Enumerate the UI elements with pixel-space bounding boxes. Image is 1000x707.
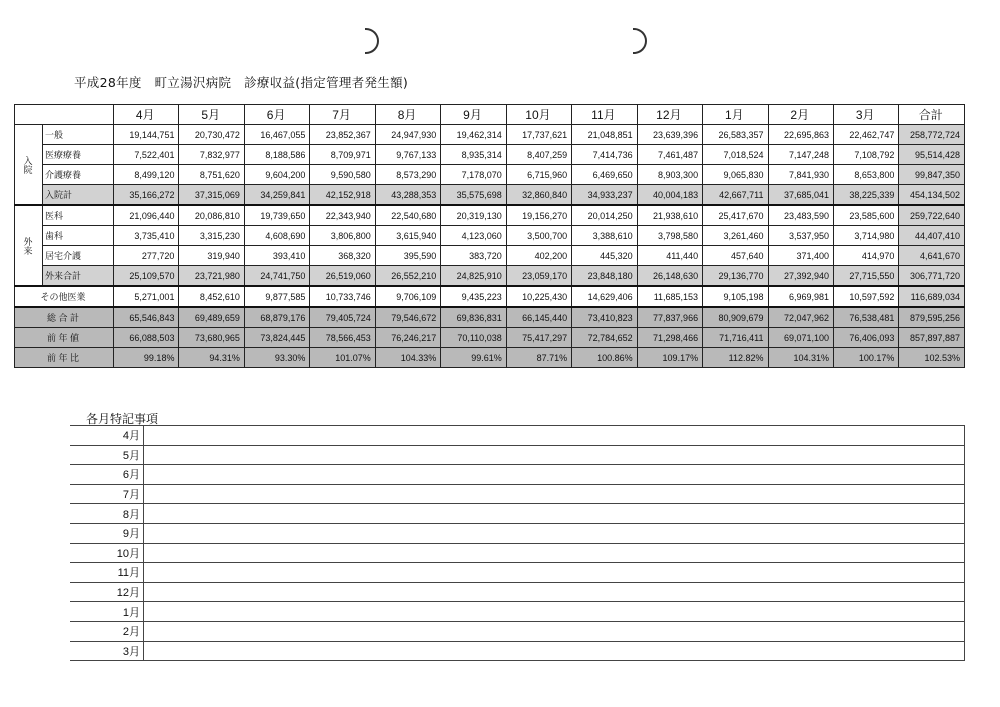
- value-cell: 73,680,965: [179, 328, 244, 348]
- notes-entry-field[interactable]: [144, 621, 965, 641]
- header-month: 4月: [114, 105, 179, 125]
- revenue-table: [14, 104, 965, 368]
- value-cell: 104.33%: [375, 348, 440, 368]
- value-cell: 25,417,670: [703, 205, 768, 226]
- notes-month-label: 7月: [70, 484, 144, 504]
- notes-row: [70, 445, 965, 465]
- value-cell: 29,136,770: [703, 266, 768, 287]
- header-month: 1月: [703, 105, 768, 125]
- value-cell: 457,640: [703, 246, 768, 266]
- table-row: [15, 185, 965, 206]
- header-month: 10月: [506, 105, 571, 125]
- notes-month-label: 1月: [70, 602, 144, 622]
- notes-entry-field[interactable]: [144, 563, 965, 583]
- value-cell: 7,461,487: [637, 145, 702, 165]
- value-cell: 100.17%: [833, 348, 898, 368]
- notes-row: [70, 504, 965, 524]
- value-cell: 3,500,700: [506, 226, 571, 246]
- header-month: 2月: [768, 105, 833, 125]
- value-cell: 73,410,823: [572, 307, 637, 328]
- value-cell: 8,709,971: [310, 145, 375, 165]
- value-cell: 21,048,851: [572, 125, 637, 145]
- value-cell: 42,667,711: [703, 185, 768, 206]
- value-cell: 21,096,440: [114, 205, 179, 226]
- row-label: 外来合計: [43, 266, 114, 287]
- value-cell: 79,546,672: [375, 307, 440, 328]
- row-label: 医科: [43, 205, 114, 226]
- header-row: [15, 105, 965, 125]
- value-cell: 17,737,621: [506, 125, 571, 145]
- value-cell: 69,489,659: [179, 307, 244, 328]
- value-cell: 32,860,840: [506, 185, 571, 206]
- table-row: [15, 165, 965, 185]
- value-cell: 19,739,650: [244, 205, 309, 226]
- punch-hole-left: [365, 28, 379, 54]
- value-cell: 23,848,180: [572, 266, 637, 287]
- notes-row: [70, 641, 965, 661]
- header-month: 8月: [375, 105, 440, 125]
- value-cell: 23,483,590: [768, 205, 833, 226]
- value-cell: 6,469,650: [572, 165, 637, 185]
- value-cell: 24,741,750: [244, 266, 309, 287]
- value-cell: 37,685,041: [768, 185, 833, 206]
- value-cell: 8,653,800: [833, 165, 898, 185]
- total-cell: 306,771,720: [899, 266, 965, 287]
- value-cell: 23,852,367: [310, 125, 375, 145]
- value-cell: 26,552,210: [375, 266, 440, 287]
- total-cell: 857,897,887: [899, 328, 965, 348]
- value-cell: 20,319,130: [441, 205, 506, 226]
- value-cell: 80,909,679: [703, 307, 768, 328]
- value-cell: 25,109,570: [114, 266, 179, 287]
- header-month: 5月: [179, 105, 244, 125]
- value-cell: 414,970: [833, 246, 898, 266]
- notes-entry-field[interactable]: [144, 602, 965, 622]
- table-row: [15, 145, 965, 165]
- page-title: 平成28年度 町立湯沢病院 診療収益(指定管理者発生額): [74, 75, 409, 90]
- value-cell: 77,837,966: [637, 307, 702, 328]
- table-row: [15, 307, 965, 328]
- value-cell: 14,629,406: [572, 286, 637, 307]
- notes-month-label: 3月: [70, 641, 144, 661]
- header-month: 11月: [572, 105, 637, 125]
- value-cell: 8,452,610: [179, 286, 244, 307]
- notes-entry-field[interactable]: [144, 641, 965, 661]
- header-month: 12月: [637, 105, 702, 125]
- group-label-inpatient: 入院: [15, 125, 43, 206]
- value-cell: 93.30%: [244, 348, 309, 368]
- notes-entry-field[interactable]: [144, 426, 965, 446]
- value-cell: 66,088,503: [114, 328, 179, 348]
- total-cell: 102.53%: [899, 348, 965, 368]
- row-label: 居宅介護: [43, 246, 114, 266]
- value-cell: 40,004,183: [637, 185, 702, 206]
- notes-entry-field[interactable]: [144, 582, 965, 602]
- value-cell: 3,261,460: [703, 226, 768, 246]
- table-row: [15, 348, 965, 368]
- value-cell: 112.82%: [703, 348, 768, 368]
- total-cell: 258,772,724: [899, 125, 965, 145]
- value-cell: 7,178,070: [441, 165, 506, 185]
- value-cell: 94.31%: [179, 348, 244, 368]
- value-cell: 23,639,396: [637, 125, 702, 145]
- notes-month-label: 4月: [70, 426, 144, 446]
- value-cell: 101.07%: [310, 348, 375, 368]
- value-cell: 34,259,841: [244, 185, 309, 206]
- notes-entry-field[interactable]: [144, 465, 965, 485]
- notes-month-label: 6月: [70, 465, 144, 485]
- total-cell: 4,641,670: [899, 246, 965, 266]
- notes-row: [70, 582, 965, 602]
- value-cell: 11,685,153: [637, 286, 702, 307]
- value-cell: 395,590: [375, 246, 440, 266]
- total-cell: 116,689,034: [899, 286, 965, 307]
- value-cell: 368,320: [310, 246, 375, 266]
- value-cell: 38,225,339: [833, 185, 898, 206]
- total-cell: 454,134,502: [899, 185, 965, 206]
- value-cell: 23,059,170: [506, 266, 571, 287]
- notes-entry-field[interactable]: [144, 504, 965, 524]
- value-cell: 23,721,980: [179, 266, 244, 287]
- table-row: [15, 286, 965, 307]
- value-cell: 66,145,440: [506, 307, 571, 328]
- value-cell: 9,767,133: [375, 145, 440, 165]
- value-cell: 79,405,724: [310, 307, 375, 328]
- row-label: 前 年 値: [15, 328, 114, 348]
- value-cell: 7,414,736: [572, 145, 637, 165]
- value-cell: 22,695,863: [768, 125, 833, 145]
- header-month: 7月: [310, 105, 375, 125]
- row-label: 総 合 計: [15, 307, 114, 328]
- notes-row: [70, 523, 965, 543]
- value-cell: 7,147,248: [768, 145, 833, 165]
- value-cell: 65,546,843: [114, 307, 179, 328]
- notes-table: [70, 425, 965, 661]
- notes-month-label: 2月: [70, 621, 144, 641]
- value-cell: 6,715,960: [506, 165, 571, 185]
- value-cell: 8,499,120: [114, 165, 179, 185]
- value-cell: 69,071,100: [768, 328, 833, 348]
- value-cell: 8,573,290: [375, 165, 440, 185]
- notes-entry-field[interactable]: [144, 543, 965, 563]
- value-cell: 7,108,792: [833, 145, 898, 165]
- value-cell: 4,123,060: [441, 226, 506, 246]
- row-label: 医療療養: [43, 145, 114, 165]
- value-cell: 10,225,430: [506, 286, 571, 307]
- value-cell: 68,879,176: [244, 307, 309, 328]
- value-cell: 445,320: [572, 246, 637, 266]
- total-cell: 99,847,350: [899, 165, 965, 185]
- value-cell: 76,406,093: [833, 328, 898, 348]
- header-corner: [15, 105, 114, 125]
- value-cell: 20,014,250: [572, 205, 637, 226]
- value-cell: 393,410: [244, 246, 309, 266]
- value-cell: 8,188,586: [244, 145, 309, 165]
- value-cell: 100.86%: [572, 348, 637, 368]
- total-cell: 95,514,428: [899, 145, 965, 165]
- notes-month-label: 9月: [70, 523, 144, 543]
- header-month: 9月: [441, 105, 506, 125]
- notes-row: [70, 602, 965, 622]
- value-cell: 42,152,918: [310, 185, 375, 206]
- value-cell: 7,018,524: [703, 145, 768, 165]
- value-cell: 7,832,977: [179, 145, 244, 165]
- table-row: [15, 205, 965, 226]
- notes-month-label: 8月: [70, 504, 144, 524]
- value-cell: 22,540,680: [375, 205, 440, 226]
- value-cell: 277,720: [114, 246, 179, 266]
- value-cell: 109.17%: [637, 348, 702, 368]
- value-cell: 72,047,962: [768, 307, 833, 328]
- punch-hole-right: [633, 28, 647, 54]
- value-cell: 75,417,297: [506, 328, 571, 348]
- value-cell: 76,538,481: [833, 307, 898, 328]
- value-cell: 27,392,940: [768, 266, 833, 287]
- value-cell: 10,597,592: [833, 286, 898, 307]
- value-cell: 4,608,690: [244, 226, 309, 246]
- notes-entry-field[interactable]: [144, 484, 965, 504]
- value-cell: 319,940: [179, 246, 244, 266]
- value-cell: 35,166,272: [114, 185, 179, 206]
- value-cell: 9,604,200: [244, 165, 309, 185]
- value-cell: 70,110,038: [441, 328, 506, 348]
- value-cell: 19,462,314: [441, 125, 506, 145]
- value-cell: 26,583,357: [703, 125, 768, 145]
- value-cell: 3,806,800: [310, 226, 375, 246]
- value-cell: 43,288,353: [375, 185, 440, 206]
- value-cell: 71,716,411: [703, 328, 768, 348]
- value-cell: 3,388,610: [572, 226, 637, 246]
- value-cell: 87.71%: [506, 348, 571, 368]
- value-cell: 24,825,910: [441, 266, 506, 287]
- value-cell: 3,615,940: [375, 226, 440, 246]
- value-cell: 78,566,453: [310, 328, 375, 348]
- notes-row: [70, 563, 965, 583]
- value-cell: 76,246,217: [375, 328, 440, 348]
- value-cell: 20,086,810: [179, 205, 244, 226]
- value-cell: 8,407,259: [506, 145, 571, 165]
- table-row: [15, 266, 965, 287]
- value-cell: 9,706,109: [375, 286, 440, 307]
- value-cell: 26,519,060: [310, 266, 375, 287]
- value-cell: 27,715,550: [833, 266, 898, 287]
- notes-row: [70, 465, 965, 485]
- value-cell: 3,537,950: [768, 226, 833, 246]
- value-cell: 37,315,069: [179, 185, 244, 206]
- value-cell: 22,343,940: [310, 205, 375, 226]
- notes-row: [70, 543, 965, 563]
- value-cell: 23,585,600: [833, 205, 898, 226]
- value-cell: 104.31%: [768, 348, 833, 368]
- table-row: [15, 125, 965, 145]
- row-label: 入院計: [43, 185, 114, 206]
- value-cell: 21,938,610: [637, 205, 702, 226]
- table-row: [15, 328, 965, 348]
- table-row: [15, 226, 965, 246]
- row-label: 一般: [43, 125, 114, 145]
- row-label: 歯科: [43, 226, 114, 246]
- notes-row: [70, 621, 965, 641]
- value-cell: 9,877,585: [244, 286, 309, 307]
- value-cell: 7,522,401: [114, 145, 179, 165]
- value-cell: 8,903,300: [637, 165, 702, 185]
- value-cell: 19,144,751: [114, 125, 179, 145]
- value-cell: 69,836,831: [441, 307, 506, 328]
- value-cell: 383,720: [441, 246, 506, 266]
- value-cell: 19,156,270: [506, 205, 571, 226]
- value-cell: 9,065,830: [703, 165, 768, 185]
- value-cell: 9,435,223: [441, 286, 506, 307]
- value-cell: 71,298,466: [637, 328, 702, 348]
- value-cell: 73,824,445: [244, 328, 309, 348]
- total-cell: 259,722,640: [899, 205, 965, 226]
- value-cell: 3,735,410: [114, 226, 179, 246]
- value-cell: 35,575,698: [441, 185, 506, 206]
- value-cell: 5,271,001: [114, 286, 179, 307]
- value-cell: 24,947,930: [375, 125, 440, 145]
- value-cell: 34,933,237: [572, 185, 637, 206]
- table-row: [15, 246, 965, 266]
- total-cell: 879,595,256: [899, 307, 965, 328]
- header-total: 合計: [899, 105, 965, 125]
- notes-month-label: 12月: [70, 582, 144, 602]
- notes-month-label: 10月: [70, 543, 144, 563]
- header-month: 6月: [244, 105, 309, 125]
- value-cell: 402,200: [506, 246, 571, 266]
- value-cell: 8,935,314: [441, 145, 506, 165]
- value-cell: 3,714,980: [833, 226, 898, 246]
- value-cell: 16,467,055: [244, 125, 309, 145]
- total-cell: 44,407,410: [899, 226, 965, 246]
- notes-month-label: 5月: [70, 445, 144, 465]
- value-cell: 3,315,230: [179, 226, 244, 246]
- value-cell: 3,798,580: [637, 226, 702, 246]
- value-cell: 6,969,981: [768, 286, 833, 307]
- value-cell: 371,400: [768, 246, 833, 266]
- value-cell: 411,440: [637, 246, 702, 266]
- group-label-outpatient: 外来: [15, 205, 43, 286]
- value-cell: 99.61%: [441, 348, 506, 368]
- notes-title: 各月特記事項: [86, 412, 159, 426]
- value-cell: 20,730,472: [179, 125, 244, 145]
- row-label: 介護療養: [43, 165, 114, 185]
- value-cell: 26,148,630: [637, 266, 702, 287]
- row-label: 前 年 比: [15, 348, 114, 368]
- notes-row: [70, 484, 965, 504]
- value-cell: 9,105,198: [703, 286, 768, 307]
- notes-row: [70, 426, 965, 446]
- value-cell: 99.18%: [114, 348, 179, 368]
- value-cell: 72,784,652: [572, 328, 637, 348]
- value-cell: 8,751,620: [179, 165, 244, 185]
- value-cell: 22,462,747: [833, 125, 898, 145]
- notes-entry-field[interactable]: [144, 523, 965, 543]
- value-cell: 10,733,746: [310, 286, 375, 307]
- row-label: その他医業: [15, 286, 114, 307]
- header-month: 3月: [833, 105, 898, 125]
- notes-month-label: 11月: [70, 563, 144, 583]
- value-cell: 7,841,930: [768, 165, 833, 185]
- notes-entry-field[interactable]: [144, 445, 965, 465]
- value-cell: 9,590,580: [310, 165, 375, 185]
